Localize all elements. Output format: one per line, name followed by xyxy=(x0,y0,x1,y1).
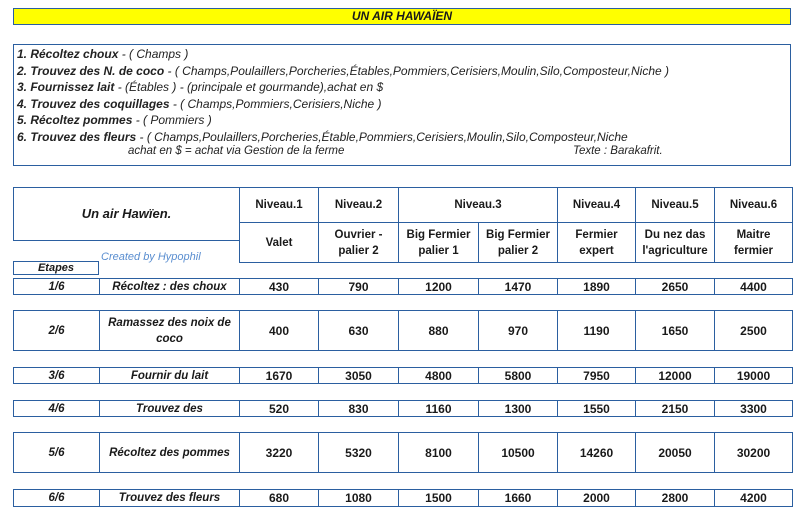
task-title: 6. Trouvez des fleurs xyxy=(17,129,137,144)
level-header: Niveau.4 xyxy=(557,187,636,223)
value-cell: 1300 xyxy=(478,400,558,417)
stage-cell: 1/6 xyxy=(13,278,100,295)
value-cell: 2500 xyxy=(714,310,793,351)
level-header: Niveau.3 xyxy=(398,187,558,223)
task-title: 4. Trouvez des coquillages xyxy=(17,96,170,111)
tasks-box xyxy=(13,44,791,166)
value-cell: 520 xyxy=(239,400,319,417)
value-cell: 1080 xyxy=(318,489,399,507)
level-header: Niveau.5 xyxy=(635,187,715,223)
value-cell: 3220 xyxy=(239,432,319,473)
level-subheader: Big Fermier palier 2 xyxy=(478,222,558,263)
task-line xyxy=(17,96,787,113)
level-header: Niveau.1 xyxy=(239,187,319,223)
task-title: 5. Récoltez pommes xyxy=(17,113,133,128)
value-cell: 2800 xyxy=(635,489,715,507)
level-subheader: Fermier expert xyxy=(557,222,636,263)
level-subheader: Valet xyxy=(239,222,319,263)
value-cell: 1670 xyxy=(239,367,319,384)
value-cell: 8100 xyxy=(398,432,479,473)
value-cell: 5320 xyxy=(318,432,399,473)
value-cell: 1200 xyxy=(398,278,479,295)
stage-cell: 2/6 xyxy=(13,310,100,351)
task-title: 2. Trouvez des N. de coco xyxy=(17,63,165,78)
level-subheader: Ouvrier - palier 2 xyxy=(318,222,399,263)
value-cell: 5800 xyxy=(478,367,558,384)
task-detail: - (Étables ) - (principale et gourmande),achat en $ xyxy=(114,80,384,95)
level-subheader: Du nez das l'agriculture xyxy=(635,222,715,263)
value-cell: 2000 xyxy=(557,489,636,507)
value-cell: 7950 xyxy=(557,367,636,384)
value-cell: 4800 xyxy=(398,367,479,384)
value-cell: 1890 xyxy=(557,278,636,295)
task-line xyxy=(17,112,787,129)
value-cell: 4400 xyxy=(714,278,793,295)
stage-cell: 4/6 xyxy=(13,400,100,417)
value-cell: 3050 xyxy=(318,367,399,384)
value-cell: 1190 xyxy=(557,310,636,351)
value-cell: 680 xyxy=(239,489,319,507)
value-cell: 400 xyxy=(239,310,319,351)
value-cell: 12000 xyxy=(635,367,715,384)
value-cell: 1660 xyxy=(478,489,558,507)
etapes-label: Etapes xyxy=(13,261,99,275)
level-header: Niveau.2 xyxy=(318,187,399,223)
value-cell: 14260 xyxy=(557,432,636,473)
value-cell: 4200 xyxy=(714,489,793,507)
task-line xyxy=(17,79,787,96)
value-cell: 880 xyxy=(398,310,479,351)
stage-cell: 3/6 xyxy=(13,367,100,384)
value-cell: 2650 xyxy=(635,278,715,295)
value-cell: 19000 xyxy=(714,367,793,384)
value-cell: 30200 xyxy=(714,432,793,473)
value-cell: 630 xyxy=(318,310,399,351)
task-detail: - ( Champs,Poulaillers,Porcheries,Étables,Pommiers,Cerisiers,Moulin,Silo,Composteur,Niche ) xyxy=(164,63,670,78)
task-detail: - ( Champs,Poulaillers,Porcheries,Étable,Pommiers,Cerisiers,Moulin,Silo,Composteur,Niche xyxy=(136,129,628,144)
task-label-cell: Trouvez des fleurs xyxy=(99,489,240,507)
value-cell: 790 xyxy=(318,278,399,295)
task-label-cell: Ramassez des noix de coco xyxy=(99,310,240,351)
page-title: UN AIR HAWAÏEN xyxy=(13,8,791,25)
task-line xyxy=(17,46,787,63)
value-cell: 1650 xyxy=(635,310,715,351)
task-label-cell: Fournir du lait xyxy=(99,367,240,384)
task-detail: - ( Champs,Pommiers,Cerisiers,Niche ) xyxy=(169,96,382,111)
value-cell: 1550 xyxy=(557,400,636,417)
level-subheader: Big Fermier palier 1 xyxy=(398,222,479,263)
level-header: Niveau.6 xyxy=(714,187,793,223)
task-label-cell: Récoltez des pommes xyxy=(99,432,240,473)
value-cell: 430 xyxy=(239,278,319,295)
task-line xyxy=(17,63,787,80)
task-detail: - ( Champs ) xyxy=(118,47,189,61)
value-cell: 1470 xyxy=(478,278,558,295)
value-cell: 2150 xyxy=(635,400,715,417)
value-cell: 830 xyxy=(318,400,399,417)
stage-cell: 6/6 xyxy=(13,489,100,507)
task-title: 3. Fournissez lait xyxy=(17,80,115,95)
value-cell: 3300 xyxy=(714,400,793,417)
text-credit: Texte : Barakafrit. xyxy=(573,144,663,157)
level-subheader: Maitre fermier xyxy=(714,222,793,263)
task-label-cell: Trouvez des xyxy=(99,400,240,417)
task-label-cell: Récoltez : des choux xyxy=(99,278,240,295)
purchase-note: achat en $ = achat via Gestion de la ferme xyxy=(128,144,345,157)
stage-cell: 5/6 xyxy=(13,432,100,473)
value-cell: 20050 xyxy=(635,432,715,473)
task-detail: - ( Pommiers ) xyxy=(132,113,212,128)
value-cell: 10500 xyxy=(478,432,558,473)
created-by-credit: Created by Hypophil xyxy=(101,251,201,263)
table-title: Un air Hawïen. xyxy=(13,187,240,241)
value-cell: 1500 xyxy=(398,489,479,507)
value-cell: 1160 xyxy=(398,400,479,417)
task-title: 1. Récoltez choux xyxy=(17,47,119,61)
value-cell: 970 xyxy=(478,310,558,351)
